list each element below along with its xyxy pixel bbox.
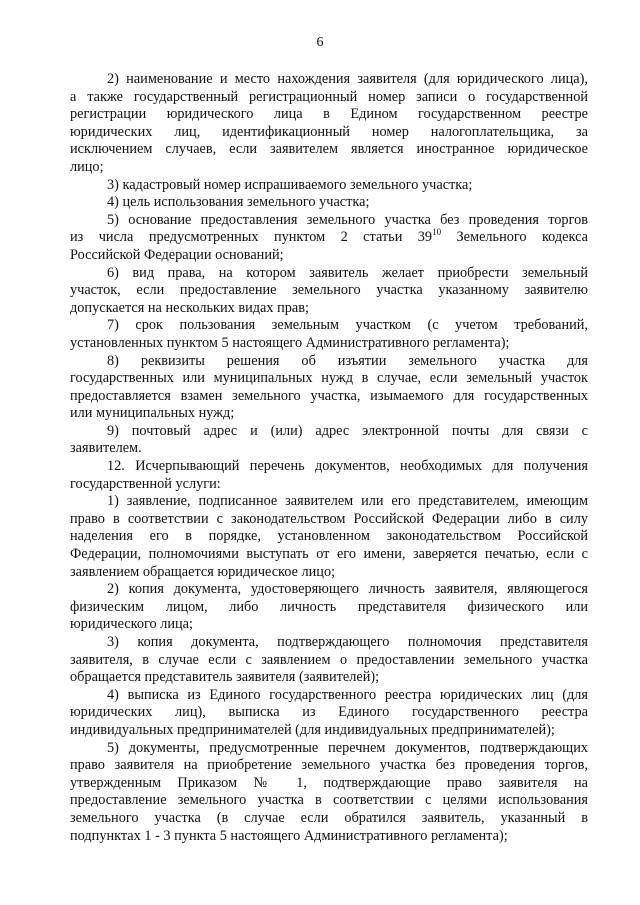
paragraph-representative-authority [70, 634, 588, 687]
paragraph-cadastral-number [70, 177, 588, 195]
text-line: государственных или муниципальных нужд в случае, если земельный участок [70, 370, 588, 387]
text-line: наделения его в порядке, установленном законодательством Российской [70, 528, 588, 545]
text-line: 3) кадастровый номер испрашиваемого земельного участка; [107, 176, 473, 193]
paragraph-type-of-right [70, 265, 588, 318]
text-line: участок, если предоставление земельного участка указанному заявителю [70, 282, 588, 299]
text-line: физическим лицом, либо личность представителя физического или [70, 598, 588, 615]
paragraph-registry-extract [70, 687, 588, 740]
article-superscript: 10 [432, 227, 442, 238]
paragraph-land-use-purpose [70, 194, 588, 212]
text-line: установленных пунктом 5 настоящего Административного регламента); [70, 334, 510, 351]
text-line: индивидуальных предпринимателей (для индивидуальных предпринимателей); [70, 721, 555, 738]
text-line: или муниципальных нужд; [70, 405, 235, 422]
paragraph-application [70, 493, 588, 581]
text-line: юридического лица; [70, 616, 193, 633]
text-line: право в соответствии с законодательством Российской Федерации либо в силу [70, 510, 588, 527]
page-number: 6 [316, 35, 324, 50]
text-line: юридических лиц, идентификационный номер налогоплательщика, за [70, 123, 588, 140]
text-line: 2) копия документа, удостоверяющего личность заявителя, являющегося [107, 581, 588, 598]
paragraph-seizure-decision [70, 353, 588, 423]
paragraph-identity-document [70, 581, 588, 634]
text-line: предоставляется взамен земельного участка, изымаемого для государственных [70, 387, 588, 404]
paragraph-applicant-legal-entity [70, 71, 588, 177]
text-line: 4) выписка из Единого государственного реестра юридических лиц (для [107, 686, 588, 703]
text-line: юридических лиц), выписка из Единого государственного реестра [70, 704, 588, 721]
text-fragment: Земельного кодекса [441, 229, 588, 246]
paragraph-grounds-without-tender [70, 212, 588, 265]
text-line: Федерации, полномочиями выступать от его имени, заверяется печатью, если с [70, 546, 588, 563]
text-line: а также государственный регистрационный номер записи о государственной [70, 88, 588, 105]
text-line: 6) вид права, на котором заявитель желает приобрести земельный [107, 264, 588, 281]
text-line: 12. Исчерпывающий перечень документов, необходимых для получения [107, 458, 588, 475]
text-line: обращается представитель заявителя (заявителей); [70, 669, 380, 686]
text-line: 5) документы, предусмотренные перечнем документов, подтверждающих [107, 739, 588, 756]
text-line: заявлением обращается юридическое лицо; [70, 563, 336, 580]
text-line: 1) заявление, подписанное заявителем или его представителем, имеющим [107, 493, 588, 510]
document-body [70, 71, 588, 845]
text-line: 5) основание предоставления земельного участка без проведения торгов [107, 211, 588, 228]
text-line: 8) реквизиты решения об изъятии земельного участка для [107, 352, 588, 369]
text-fragment: из числа предусмотренных пунктом 2 статьи 39 [70, 229, 433, 246]
text-line: 2) наименование и место нахождения заявителя (для юридического лица), [107, 71, 588, 87]
text-line: исключением случаев, если заявителем является иностранное юридическое [70, 141, 588, 158]
paragraph-contact-address [70, 423, 588, 458]
text-line: подпунктах 1 - 3 пункта 5 настоящего Административного регламента); [70, 827, 508, 844]
paragraph-usage-term [70, 317, 588, 352]
text-line: 4) цель использования земельного участка; [107, 194, 370, 211]
text-line: допускается на нескольких видах прав; [70, 299, 309, 316]
text-line: земельного участка (в случае если обратился заявитель, указанный в [70, 809, 588, 826]
text-line: заявителя, в случае если с заявлением о предоставлении земельного участка [70, 651, 588, 668]
text-line: заявителем. [70, 440, 142, 457]
text-line: лицо; [70, 158, 104, 175]
text-line: право заявителя на приобретение земельного участка без проведения торгов, [70, 757, 588, 774]
text-line: 7) срок пользования земельным участком (с учетом требований, [107, 317, 588, 334]
text-line: 3) копия документа, подтверждающего полномочия представителя [107, 634, 588, 650]
text-line-with-article [70, 229, 588, 247]
section-12-heading [70, 458, 588, 493]
paragraph-supporting-documents [70, 740, 588, 846]
text-line: регистрации юридического лица в Едином государственном реестре [70, 106, 588, 123]
text-line: государственной услуги: [70, 475, 221, 492]
text-line: предоставление земельного участка в соответствии с целями использования [70, 792, 588, 809]
text-line: 9) почтовый адрес и (или) адрес электронной почты для связи с [107, 422, 588, 439]
text-line: утвержденным Приказом № 1, подтверждающие право заявителя на [70, 774, 588, 791]
text-line: Российской Федерации оснований; [70, 246, 284, 263]
